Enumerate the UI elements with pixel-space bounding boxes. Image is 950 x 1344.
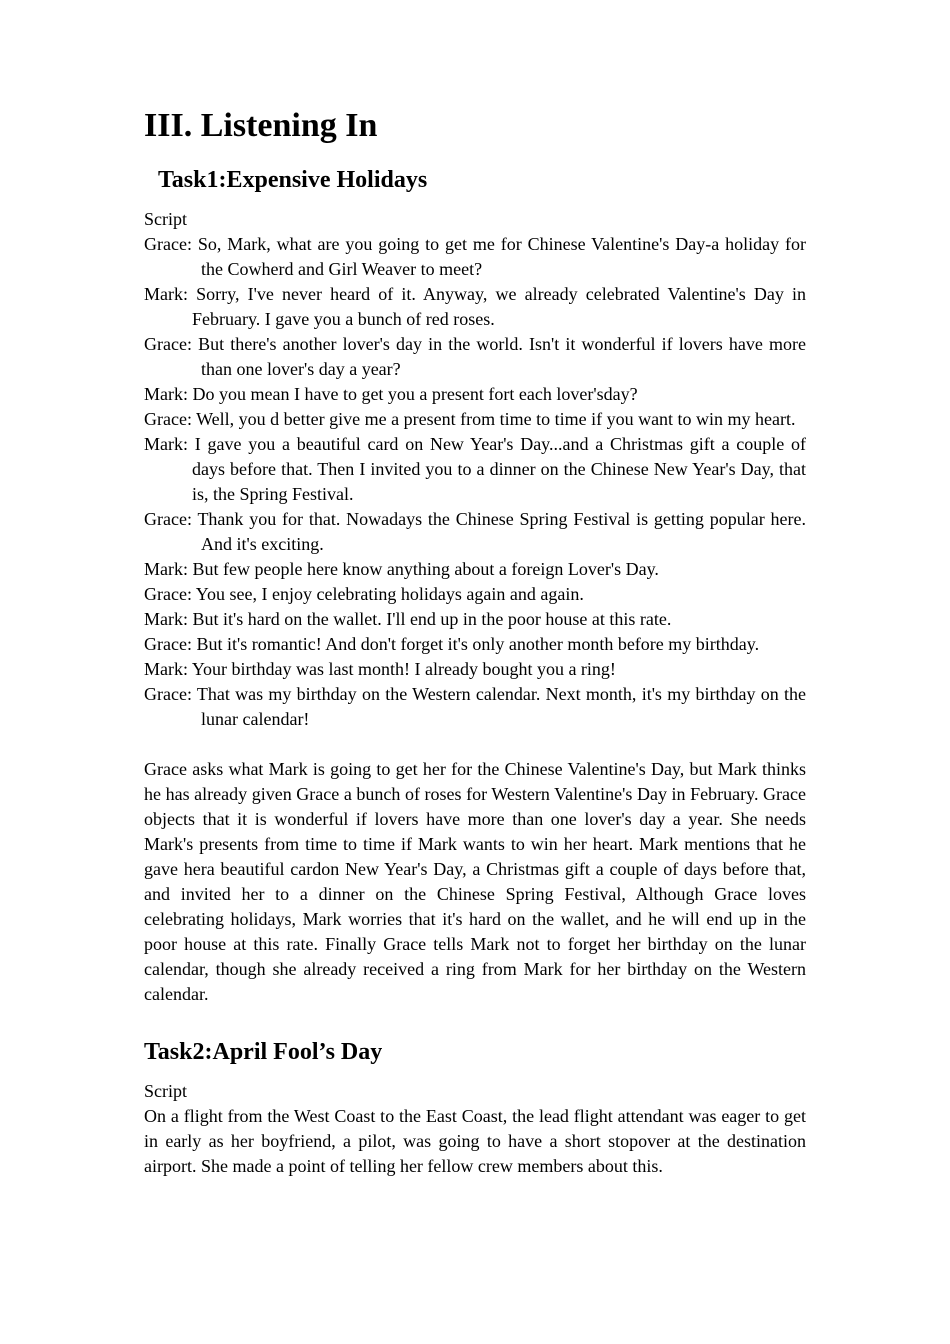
dialogue-line: Mark: Your birthday was last month! I already bought you a ring! — [144, 659, 616, 679]
dialogue-line: Grace: So, Mark, what are you going to get me for Chinese Valentine's Day-a holiday for the Cowherd and Girl Weaver to meet? — [144, 234, 806, 279]
section-heading: III. Listening In — [144, 107, 378, 144]
dialogue-line: Grace: You see, I enjoy celebrating holidays again and again. — [144, 584, 584, 604]
task2-script-text: On a flight from the West Coast to the East Coast, the lead flight attendant was eager to get in early as her boyfriend, a pilot, was going to have a short stopover at the destination airport. She made a point of telling her fellow crew members about this. — [144, 1106, 806, 1176]
dialogue-line: Mark: Sorry, I've never heard of it. Anyway, we already celebrated Valentine's Day in February. I gave you a bunch of red roses. — [144, 284, 806, 329]
document-page — [144, 100, 806, 1179]
dialogue-line: Mark: But few people here know anything about a foreign Lover's Day. — [144, 559, 659, 579]
dialogue-line: Grace: Thank you for that. Nowadays the Chinese Spring Festival is getting popular here. And it's exciting. — [144, 509, 806, 554]
dialogue-line: Grace: That was my birthday on the Western calendar. Next month, it's my birthday on the lunar calendar! — [144, 684, 806, 729]
dialogue-line: Grace: But it's romantic! And don't forget it's only another month before my birthday. — [144, 634, 760, 654]
task2-title: Task2:April Fool’s Day — [144, 1039, 383, 1065]
dialogue-line: Mark: Do you mean I have to get you a present fort each lover'sday? — [144, 384, 638, 404]
task1-summary: Grace asks what Mark is going to get her for the Chinese Valentine's Day, but Mark thinks he has already given Grace a bunch of roses for Western Valentine's Day in February. Grace objects that it is wonderful if lovers have more than one lover's day a year. She needs Mark's presents from time to time if Mark wants to win her heart. Mark mentions that he gave hera beautiful cardon New Year's Day, a Christmas gift a couple of days before that, and invited her to a dinner on the Chinese Spring Festival, Although Grace loves celebrating holidays, Mark worries that it's hard on the wallet, and he will end up in the poor house at this rate. Finally Grace tells Mark not to forget her birthday on the lunar calendar, though she already received a ring from Mark for her birthday on the Western calendar. — [144, 759, 806, 1004]
task1-script-label: Script — [144, 209, 187, 229]
dialogue-line: Grace: But there's another lover's day in the world. Isn't it wonderful if lovers have more than one lover's day a year? — [144, 334, 806, 379]
dialogue-line: Grace: Well, you d better give me a present from time to time if you want to win my heart. — [144, 409, 796, 429]
dialogue-line: Mark: But it's hard on the wallet. I'll end up in the poor house at this rate. — [144, 609, 672, 629]
task1-title: Task1:Expensive Holidays — [158, 167, 428, 193]
task1-dialogue — [144, 232, 806, 732]
dialogue-line: Mark: I gave you a beautiful card on New Year's Day...and a Christmas gift a couple of days before that. Then I invited you to a dinner on the Chinese New Year's Day, that is, the Spring Festival. — [144, 434, 806, 504]
task2-script-label: Script — [144, 1081, 187, 1101]
